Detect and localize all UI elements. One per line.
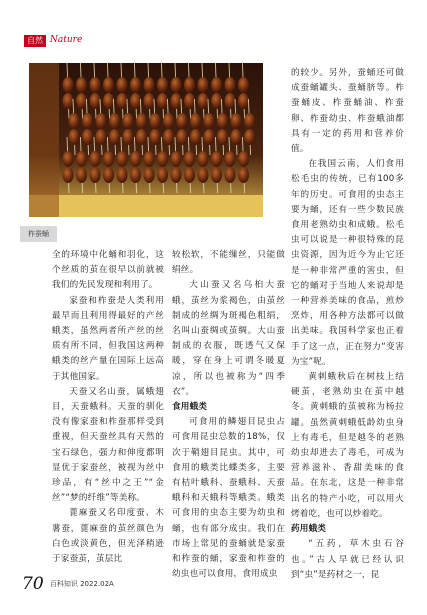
pupa	[198, 77, 209, 93]
pupa	[150, 129, 161, 145]
paragraph: 较松软，不能缫丝，只能做绢丝。	[172, 250, 285, 276]
pupa	[103, 167, 114, 183]
pupa	[90, 77, 101, 93]
pupa	[103, 77, 114, 93]
pupa	[130, 167, 141, 183]
pupa	[198, 167, 209, 183]
pupa	[82, 113, 93, 129]
pupa	[238, 151, 249, 167]
pupa	[157, 93, 168, 109]
paragraph: 在我国云南，人们食用松毛虫的传统，已有100多年的历史。可食用的虫态主要为蛹，还有一些少数民族食用老熟幼虫和成蛾。松毛虫可以说是一种很特殊的昆虫资源，因为近今为止它还是一种非常严重的害虫，但它的蛹对于当地人来说却是一种营养美味的食品，煎炒烹炸，用各种方法都可以做出美味。我国科学家也正着手了这一点，正在努力“变害为宝”呢。	[291, 159, 404, 367]
pupa	[238, 93, 249, 109]
pupa	[63, 151, 74, 167]
pupa	[63, 77, 74, 93]
pupa	[76, 151, 87, 167]
pupa	[69, 129, 80, 145]
pupa	[69, 113, 80, 129]
pupa	[117, 151, 128, 167]
pupa	[190, 113, 201, 129]
pupa	[144, 93, 155, 109]
pupa	[177, 129, 188, 145]
pupa	[171, 77, 182, 93]
pupa	[76, 167, 87, 183]
pupa	[217, 129, 228, 145]
pupa	[184, 151, 195, 167]
pupa	[96, 113, 107, 129]
pupa	[217, 113, 228, 129]
pupa	[171, 93, 182, 109]
pupa	[136, 129, 147, 145]
pupa	[171, 151, 182, 167]
pupa	[198, 93, 209, 109]
pupa	[225, 151, 236, 167]
section-title-en: Nature	[50, 35, 83, 45]
pupa	[225, 77, 236, 93]
paragraph: “五药，草木虫石谷也。”古人早就已经认识到“虫”是药材之一，昆	[291, 539, 404, 580]
tussah-pupa-photo	[29, 63, 263, 217]
pupa	[171, 167, 182, 183]
pupa	[130, 151, 141, 167]
article-column-3	[291, 66, 404, 583]
paragraph: 可食用的鳞翅目昆虫占可食用昆虫总数的18%，仅次于鞘翅目昆虫。其中，可食用的蛾类比蝶类多，主要有桔叶蛾科、蚕蛾科、天蚕蛾科和天蛾科等蛾类。蛾类可食用的虫态主要为幼虫和蛹，也有部分成虫。我们在市场上常见的蚕蛹就是家蚕和柞蚕的蛹，家蚕和柞蚕的幼虫也可以食用，食用成虫	[172, 417, 285, 580]
pupa	[150, 113, 161, 129]
paragraph: 黄刺蛾秋后在树枝上结硬茧，老熟幼虫在茧中越冬。黄刺蛾的茧被称为杨拉罐。虽然黄刺蛾低龄幼虫身上有毒毛，但是越冬的老熟幼虫却进去了毒毛，可成为营养滋补、香甜美味的食品。在东北，这是一种非常出名的特产小吃，可以用火烤着吃，也可以炒着吃。	[291, 372, 404, 519]
page-number: 70	[22, 574, 44, 594]
pupa	[238, 77, 249, 93]
pupa	[117, 77, 128, 93]
pupa	[82, 129, 93, 145]
pupa	[157, 167, 168, 183]
pupa	[177, 113, 188, 129]
paragraph: 天蚕又名山蚕，属蛾翅目，天蚕蛾科。天蚕的驯化没有像家蚕和柞蚕那样受到重视，但天蚕丝具有天然的宝石绿色，强力和伸度都明显优于家蚕丝，被视为丝中珍品，有“丝中之王”“金丝”“梦的纤维”等美称。	[52, 386, 164, 504]
pupa	[163, 113, 174, 129]
pupa	[103, 151, 114, 167]
pupa	[211, 167, 222, 183]
section-badge: 自然	[24, 35, 46, 47]
article-column-1	[52, 248, 164, 567]
pupa	[211, 151, 222, 167]
page-footer	[22, 574, 114, 594]
pupa	[184, 93, 195, 109]
subheading-edible-moths: 食用蛾类	[172, 402, 208, 413]
pupa	[163, 129, 174, 145]
pupa	[76, 77, 87, 93]
pupa	[198, 151, 209, 167]
paragraph: 蓖麻蚕又名印度蚕、木薯蚕，蓖麻蚕的茧丝颜色为白色或淡黄色，但光泽稍逊于家蚕茧，茧层比	[52, 508, 164, 565]
pupa	[90, 151, 101, 167]
pupa	[190, 129, 201, 145]
pupa	[109, 113, 120, 129]
pupa	[157, 151, 168, 167]
pupa	[204, 113, 215, 129]
pupa	[204, 129, 215, 145]
article-column-2	[172, 248, 285, 582]
pupa	[63, 167, 74, 183]
pupa	[225, 167, 236, 183]
paragraph: 全的环境中化蛹和羽化，这个丝质的茧在很早以前就被我们的先民发现和利用了。	[52, 250, 164, 291]
pupa	[130, 93, 141, 109]
paragraph: 大山蚕又名乌桕大蚕蛾，茧丝为浆褐色，由茧丝制成的丝绸为斑褐色粗绢，名叫山蚕绸或茧绸。大山蚕制成的衣服，既透气又保暖，穿在身上可谓冬暖夏凉，所以也被称为“四季衣”。	[172, 280, 285, 397]
paragraph: 家蚕和柞蚕是人类利用最早而且利用得最好的产丝蛾类，虽然两者所产丝的丝质有所不同，但我国这两种蛾类的丝产量在国际上远高于其他国家。	[52, 295, 164, 382]
pupa	[231, 129, 242, 145]
pupa	[90, 93, 101, 109]
pupa	[231, 113, 242, 129]
pupa	[244, 129, 255, 145]
pupa	[244, 113, 255, 129]
pupa	[123, 129, 134, 145]
pupa	[184, 77, 195, 93]
pupa	[211, 93, 222, 109]
pupa	[238, 167, 249, 183]
pupa	[76, 93, 87, 109]
pupa	[157, 77, 168, 93]
paragraph: 的较少。另外，蚕蛹还可做成蚕蛹罐头、蚕蛹脐等。柞蚕蛹皮、柞蚕蛹油、柞蚕卵、柞蚕幼虫、柞蚕蛾油都具有一定的药用和营养价值。	[291, 68, 404, 155]
photo-caption: 柞蚕蛹	[20, 226, 57, 242]
pupa	[90, 167, 101, 183]
pupa	[130, 77, 141, 93]
pupa	[117, 93, 128, 109]
journal-issue: 百科知识 2022.02A	[49, 580, 114, 588]
pupa	[103, 93, 114, 109]
pupa	[109, 129, 120, 145]
pupa	[63, 93, 74, 109]
pupa	[123, 113, 134, 129]
pupa	[117, 167, 128, 183]
pupa	[144, 151, 155, 167]
pupa	[144, 167, 155, 183]
pupa	[225, 93, 236, 109]
pupa	[136, 113, 147, 129]
pupa	[211, 77, 222, 93]
pupa	[184, 167, 195, 183]
skewered-pupae-image	[29, 63, 263, 217]
pupa	[96, 129, 107, 145]
pupa	[144, 77, 155, 93]
subheading-medicinal-moths: 药用蛾类	[291, 524, 327, 535]
